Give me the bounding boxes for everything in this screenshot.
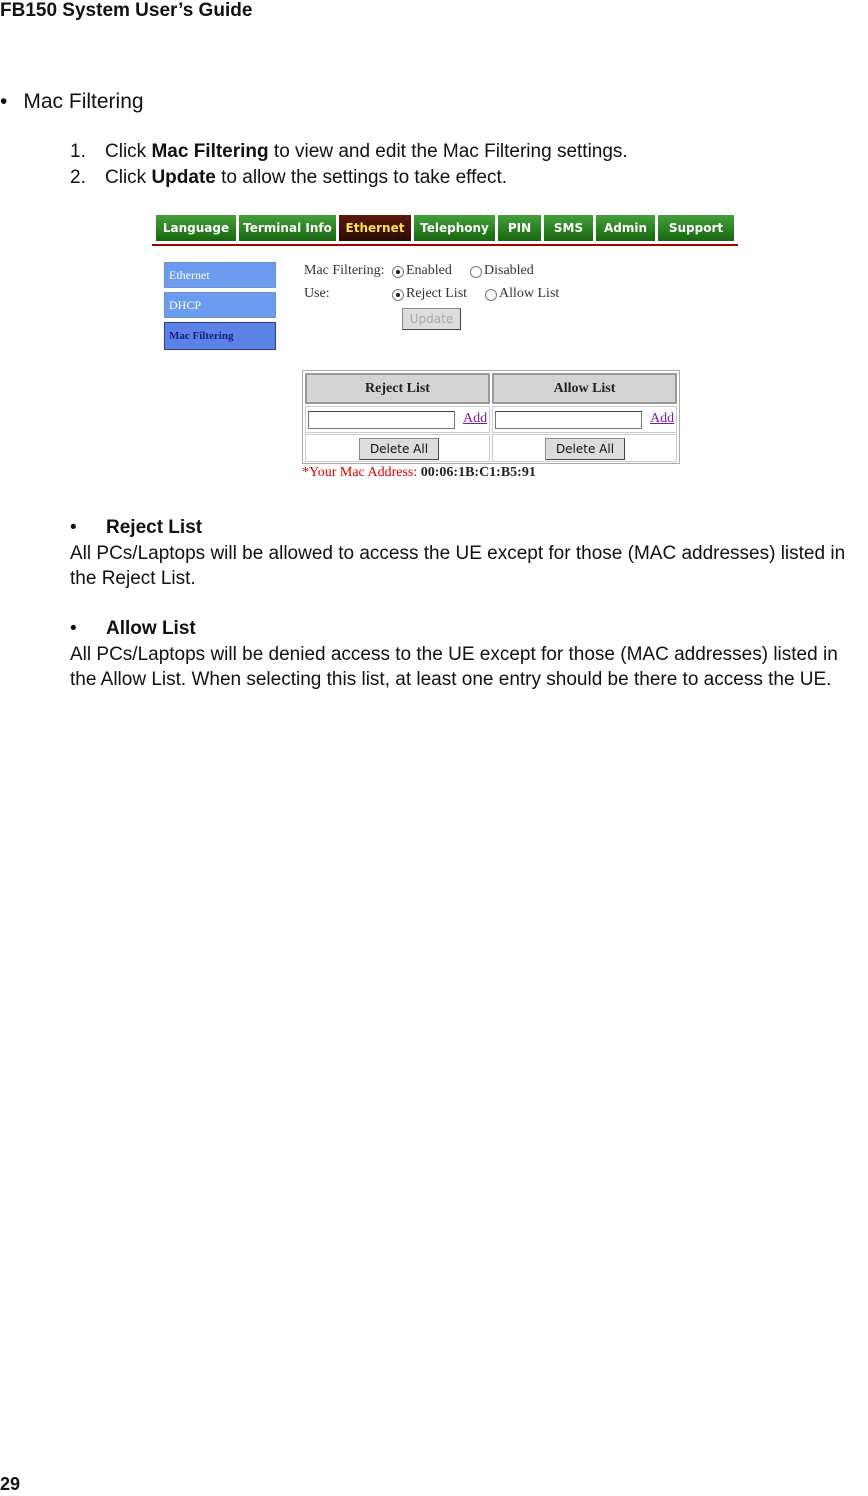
tab-ethernet[interactable]: Ethernet (339, 215, 411, 241)
step-text-pre: Click (105, 167, 152, 188)
reject-list-description: All PCs/Laptops will be allowed to access the UE except for those (MAC addresses) listed in the Reject List. (70, 543, 846, 589)
step-text-post: to view and edit the Mac Filtering settings. (268, 141, 628, 162)
tab-language[interactable]: Language (156, 215, 236, 241)
allow-delete-cell (492, 434, 677, 462)
step-text-pre: Click (105, 141, 152, 162)
mac-address-note (302, 465, 536, 481)
reject-mac-input[interactable] (308, 411, 455, 429)
step-text-bold: Update (151, 167, 216, 188)
tab-admin[interactable]: Admin (596, 215, 655, 241)
document-title: FB150 System User’s Guide (0, 0, 253, 21)
bullet: • (0, 90, 8, 113)
sidebar-item-mac-filtering[interactable]: Mac Filtering (164, 322, 276, 350)
allow-list-option-label: Allow List (499, 286, 560, 301)
allow-delete-all-button[interactable]: Delete All (545, 438, 625, 460)
disabled-label: Disabled (484, 263, 534, 278)
reject-delete-cell (305, 434, 490, 462)
update-button[interactable]: Update (402, 308, 461, 330)
reject-add-link[interactable]: Add (463, 411, 488, 426)
step-item (70, 141, 628, 163)
nav-bar (152, 212, 738, 246)
mac-filtering-label: Mac Filtering: (304, 263, 385, 278)
tab-terminal-info[interactable]: Terminal Info (239, 215, 336, 241)
allow-list-radio[interactable] (485, 289, 497, 301)
page-number: 29 (0, 1474, 21, 1494)
tab-pin[interactable]: PIN (498, 215, 541, 241)
bullet: • (70, 517, 77, 538)
use-label: Use: (304, 286, 330, 301)
step-number: 1. (70, 141, 86, 162)
reject-list-heading (70, 517, 202, 539)
mac-filtering-screenshot (152, 212, 738, 484)
step-text-bold: Mac Filtering (151, 141, 269, 162)
allow-mac-input[interactable] (495, 411, 642, 429)
allow-list-header: Allow List (492, 373, 677, 404)
mac-address-prefix: *Your Mac Address: (302, 465, 418, 480)
reject-list-title: Reject List (106, 517, 203, 538)
section-title: Mac Filtering (23, 90, 144, 113)
mac-address-value: 00:06:1B:C1:B5:91 (420, 465, 536, 480)
disabled-radio[interactable] (470, 266, 482, 278)
mac-lists-table (302, 370, 680, 464)
tab-support[interactable]: Support (658, 215, 734, 241)
allow-list-title: Allow List (106, 618, 196, 639)
sidebar-item-ethernet[interactable]: Ethernet (164, 262, 276, 288)
reject-input-cell (305, 406, 490, 433)
bullet: • (70, 618, 77, 639)
sidebar-item-dhcp[interactable]: DHCP (164, 292, 276, 318)
reject-list-header: Reject List (305, 373, 490, 404)
tab-sms[interactable]: SMS (544, 215, 593, 241)
enabled-label: Enabled (406, 263, 452, 278)
step-item (70, 167, 507, 189)
tab-telephony[interactable]: Telephony (414, 215, 495, 241)
enabled-radio[interactable] (392, 266, 404, 278)
allow-add-link[interactable]: Add (650, 411, 675, 426)
allow-list-description: All PCs/Laptops will be denied access to the UE except for those (MAC addresses) listed in the Allow List. When selecting this list, at least one entry should be there to access the UE. (70, 644, 838, 690)
reject-list-radio[interactable] (392, 289, 404, 301)
reject-list-option-label: Reject List (406, 286, 468, 301)
reject-delete-all-button[interactable]: Delete All (359, 438, 439, 460)
allow-input-cell (492, 406, 677, 433)
allow-list-heading (70, 618, 196, 640)
step-text-post: to allow the settings to take effect. (215, 167, 508, 188)
step-number: 2. (70, 167, 86, 188)
section-heading (0, 90, 144, 114)
